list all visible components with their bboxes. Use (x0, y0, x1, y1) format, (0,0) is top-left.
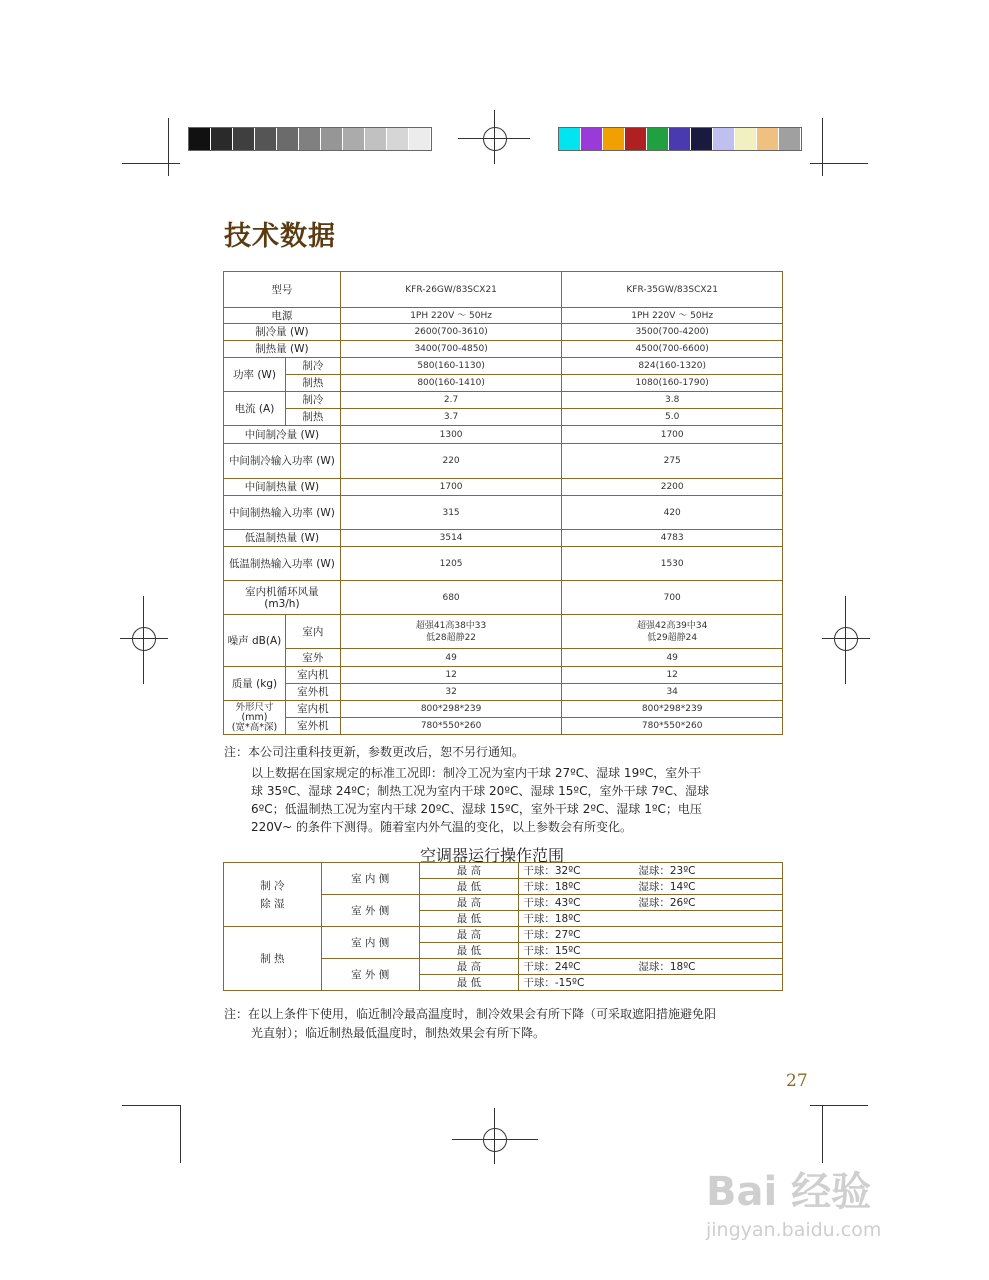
grayscale-bar (188, 127, 432, 151)
cell-value (562, 615, 783, 649)
cell-value: 780*550*260 (340, 718, 562, 735)
table-row (224, 479, 783, 496)
limit-cell: 最 低 (419, 943, 519, 959)
cell-sublabel: 室外机 (285, 684, 340, 701)
cell-sublabel: 室外机 (285, 718, 340, 735)
value-cell: 干球：27ºC (519, 927, 783, 943)
table-row (224, 426, 783, 444)
cell-sublabel: 制热 (285, 375, 340, 392)
cell-label: 中间制冷量 (W) (224, 426, 341, 444)
table-row (224, 392, 783, 409)
value-cell (519, 863, 783, 879)
cell-value: 12 (340, 667, 562, 684)
dry-bulb: 干球：43ºC (523, 896, 581, 909)
table-row (224, 863, 783, 879)
dim-label-line: (宽*高*深) (231, 721, 278, 733)
cell-value: 800*298*239 (340, 701, 562, 718)
limit-cell: 最 低 (419, 975, 519, 991)
color-swatch (779, 128, 801, 150)
cell-value: 3.8 (562, 392, 783, 409)
range-table (223, 862, 783, 991)
color-swatch (713, 128, 735, 150)
color-swatch (735, 128, 757, 150)
color-swatch (321, 128, 343, 150)
color-bar (558, 127, 802, 151)
value-cell: 干球：18ºC (519, 911, 783, 927)
table-row (224, 649, 783, 667)
noise-line: 超强42高39中34 (637, 620, 708, 631)
cell-value: 580(160-1130) (340, 358, 562, 375)
table-row (224, 324, 783, 341)
color-swatch (211, 128, 233, 150)
cell-value: 3.7 (340, 409, 562, 426)
cell-label (224, 701, 286, 735)
cell-value: 49 (562, 649, 783, 667)
cell-value: 1700 (340, 479, 562, 496)
wet-bulb: 湿球：18ºC (638, 960, 696, 973)
cell-label: 中间制热输入功率 (W) (224, 496, 341, 530)
table-row (224, 718, 783, 735)
table-row (224, 581, 783, 615)
limit-cell: 最 低 (419, 879, 519, 895)
note-line: 球 35ºC、湿球 24ºC；制热工况为室内干球 20ºC、湿球 15ºC，室外干球 7ºC、湿球 (251, 784, 709, 798)
mode-cell: 制 冷 除 湿 (224, 863, 322, 927)
cell-label: 中间制热量 (W) (224, 479, 341, 496)
note-line: 220V~ 的条件下测得。随着室内外气温的变化，以上参数会有所变化。 (251, 820, 632, 834)
table-row (224, 375, 783, 392)
limit-cell: 最 低 (419, 911, 519, 927)
table-row (224, 927, 783, 943)
page-title: 技术数据 (224, 221, 336, 252)
cell-value: KFR-35GW/83SCX21 (562, 272, 783, 308)
color-swatch (343, 128, 365, 150)
noise-line: 低29超静24 (647, 632, 698, 643)
table-row (224, 615, 783, 649)
cell-value: 1PH 220V ～ 50Hz (340, 308, 562, 324)
cell-value: 275 (562, 444, 783, 479)
value-cell (519, 959, 783, 975)
mode-cell: 制 热 (224, 927, 322, 991)
cell-value: 1PH 220V ～ 50Hz (562, 308, 783, 324)
range-title: 空调器运行操作范围 (420, 846, 565, 865)
dry-bulb: 干球：32ºC (523, 864, 581, 877)
cell-value: 3500(700-4200) (562, 324, 783, 341)
color-swatch (233, 128, 255, 150)
range-note-line: 光直射）；临近制热最低温度时，制热效果会有所下降。 (251, 1026, 546, 1040)
table-row (224, 701, 783, 718)
cell-label: 型号 (224, 272, 341, 308)
color-swatch (409, 128, 431, 150)
cell-value: 800*298*239 (562, 701, 783, 718)
cell-value: 2600(700-3610) (340, 324, 562, 341)
wet-bulb: 湿球：23ºC (638, 864, 696, 877)
color-swatch (387, 128, 409, 150)
cell-value: 3514 (340, 530, 562, 547)
wet-bulb: 湿球：26ºC (638, 896, 696, 909)
cell-value: 420 (562, 496, 783, 530)
cell-value: 315 (340, 496, 562, 530)
limit-cell: 最 高 (419, 927, 519, 943)
side-cell: 室 内 侧 (321, 863, 419, 895)
cell-label: 功率 (W) (224, 358, 286, 392)
cell-label: 低温制热输入功率 (W) (224, 547, 341, 581)
color-swatch (669, 128, 691, 150)
cell-label: 噪声 dB(A) (224, 615, 286, 667)
color-swatch (277, 128, 299, 150)
cell-sublabel: 室内机 (285, 667, 340, 684)
table-row (224, 667, 783, 684)
cell-sublabel: 室内 (285, 615, 340, 649)
note-line: 注：本公司注重科技更新，参数更改后，恕不另行通知。 (224, 745, 525, 759)
spec-table (223, 271, 783, 735)
cell-value: 2.7 (340, 392, 562, 409)
dim-label-line: (mm) (241, 711, 268, 723)
cell-sublabel: 室内机 (285, 701, 340, 718)
cell-value: 12 (562, 667, 783, 684)
cell-value: 5.0 (562, 409, 783, 426)
table-row (224, 547, 783, 581)
color-swatch (603, 128, 625, 150)
value-cell: 干球：15ºC (519, 943, 783, 959)
cell-value: 1300 (340, 426, 562, 444)
cell-label: 电流 (A) (224, 392, 286, 426)
cell-value: 220 (340, 444, 562, 479)
cell-label: 室内机循环风量 (m3/h) (224, 581, 341, 615)
color-swatch (691, 128, 713, 150)
color-swatch (559, 128, 581, 150)
table-row (224, 341, 783, 358)
dim-label-line: 外形尺寸 (235, 701, 274, 713)
watermark-brand: Bai 经验 (706, 1169, 872, 1215)
cell-value: KFR-26GW/83SCX21 (340, 272, 562, 308)
side-cell: 室 外 侧 (321, 895, 419, 927)
cell-value: 800(160-1410) (340, 375, 562, 392)
dry-bulb: 干球：18ºC (523, 880, 581, 893)
value-cell (519, 879, 783, 895)
page-number: 27 (786, 1071, 808, 1091)
note-line: 6ºC；低温制热工况为室内干球 20ºC、湿球 15ºC，室外干球 2ºC、湿球 1ºC；电压 (251, 802, 702, 816)
cell-sublabel: 制冷 (285, 392, 340, 409)
dry-bulb: 干球：24ºC (523, 960, 581, 973)
cell-value (340, 615, 562, 649)
color-swatch (365, 128, 387, 150)
value-cell: 干球：-15ºC (519, 975, 783, 991)
cell-value: 49 (340, 649, 562, 667)
cell-label: 制热量 (W) (224, 341, 341, 358)
table-row (224, 358, 783, 375)
cell-label: 电源 (224, 308, 341, 324)
cell-value: 1080(160-1790) (562, 375, 783, 392)
cell-sublabel: 制热 (285, 409, 340, 426)
table-row (224, 530, 783, 547)
cell-value: 4500(700-6600) (562, 341, 783, 358)
note-line: 以上数据在国家规定的标准工况即：制冷工况为室内干球 27ºC、湿球 19ºC，室外干 (251, 766, 702, 780)
cell-value: 34 (562, 684, 783, 701)
cell-value: 780*550*260 (562, 718, 783, 735)
color-swatch (189, 128, 211, 150)
cell-value: 1205 (340, 547, 562, 581)
cell-value: 4783 (562, 530, 783, 547)
table-row (224, 272, 783, 308)
cell-label: 低温制热量 (W) (224, 530, 341, 547)
cell-value: 1530 (562, 547, 783, 581)
cell-sublabel: 室外 (285, 649, 340, 667)
table-row (224, 409, 783, 426)
limit-cell: 最 高 (419, 895, 519, 911)
cell-value: 2200 (562, 479, 783, 496)
color-swatch (757, 128, 779, 150)
color-swatch (647, 128, 669, 150)
table-row (224, 684, 783, 701)
cell-label: 制冷量 (W) (224, 324, 341, 341)
table-row (224, 496, 783, 530)
cell-value: 32 (340, 684, 562, 701)
table-row (224, 444, 783, 479)
cell-value: 700 (562, 581, 783, 615)
cell-label: 中间制冷输入功率 (W) (224, 444, 341, 479)
cell-value: 3400(700-4850) (340, 341, 562, 358)
limit-cell: 最 高 (419, 959, 519, 975)
noise-line: 低28超静22 (426, 632, 477, 643)
cell-sublabel: 制冷 (285, 358, 340, 375)
color-swatch (255, 128, 277, 150)
limit-cell: 最 高 (419, 863, 519, 879)
wet-bulb: 湿球：14ºC (638, 880, 696, 893)
color-swatch (581, 128, 603, 150)
cell-value: 1700 (562, 426, 783, 444)
cell-label: 质量 (kg) (224, 667, 286, 701)
watermark-url: jingyan.baidu.com (706, 1219, 882, 1241)
baidu-watermark (706, 1160, 881, 1241)
color-swatch (299, 128, 321, 150)
range-note-line: 注：在以上条件下使用，临近制冷最高温度时，制冷效果会有所下降（可采取遮阳措施避免阳 (224, 1007, 717, 1021)
value-cell (519, 895, 783, 911)
color-swatch (625, 128, 647, 150)
side-cell: 室 外 侧 (321, 959, 419, 991)
noise-line: 超强41高38中33 (415, 620, 487, 631)
cell-value: 680 (340, 581, 562, 615)
side-cell: 室 内 侧 (321, 927, 419, 959)
table-row (224, 308, 783, 324)
cell-value: 824(160-1320) (562, 358, 783, 375)
